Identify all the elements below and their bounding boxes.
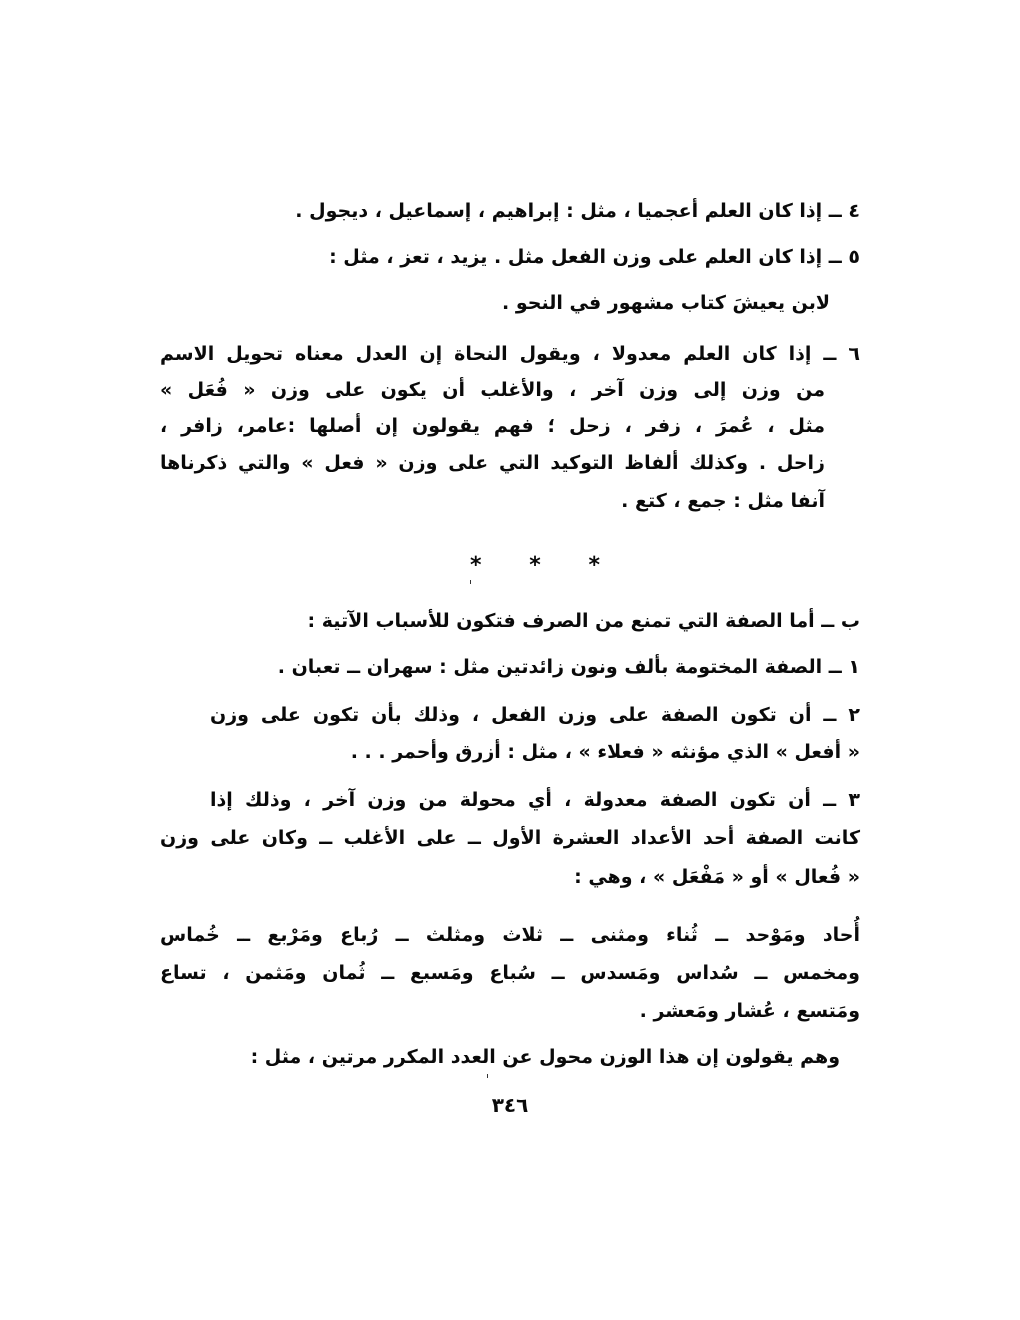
footnote-line: لابن يعيشَ كتاب مشهور في النحو . [502,292,830,314]
text-line-numbers: ومَتسع ، عُشار ومَعشر . [639,1000,860,1022]
text-line-rule-5: ٥ ــ إذا كان العلم على وزن الفعل مثل . يزيد ، تعز ، مثل : [329,246,860,268]
text-line-rule-1: ١ ــ الصفة المختومة بألف ونون زائدتين مثل : سهران ــ تعبان . [277,656,860,678]
text-line: مثل ، عُمرَ ، زفر ، زحل ؛ فهم يقولون إن أصلها :عامر، زافر ، [160,415,825,437]
star-glyph: * [470,553,482,578]
text-line: « فُعال » أو « مَفْعَل » ، وهي : [574,866,860,888]
text-line-closing: وهم يقولون إن هذا الوزن محول عن العدد المكرر مرتين ، مثل : [250,1046,840,1068]
section-separator [470,553,600,578]
scan-speck [487,1074,488,1078]
text-line-numbers: ومخمس ــ سُداس ومَسدس ــ سُباع ومَسبع ــ ثُمان ومَثمن ، تساع [160,962,860,984]
page-number: ٣٤٦ [491,1093,529,1117]
text-line-rule-4: ٤ ــ إذا كان العلم أعجميا ، مثل : إبراهيم ، إسماعيل ، ديجول . [295,200,860,222]
star-glyph: * [588,553,600,578]
text-line: زاحل . وكذلك ألفاظ التوكيد التي على وزن « فعل » والتي ذكرناها [160,452,825,474]
text-line: « أفعل » الذي مؤنثه « فعلاء » ، مثل : أزرق وأحمر . . . [350,741,860,763]
star-glyph: * [529,553,541,578]
text-line-rule-6: ٦ ــ إذا كان العلم معدولا ، ويقول النحاة إن العدل معناه تحويل الاسم [160,343,860,365]
scan-speck [470,580,471,584]
text-line: كانت الصفة أحد الأعداد العشرة الأول ــ على الأغلب ــ وكان على وزن [160,827,860,849]
text-line: من وزن إلى وزن آخر ، والأغلب أن يكون على وزن « فُعَل » [160,379,825,401]
text-line-numbers: أُحاد ومَوْحد ــ ثُناء ومثنى ــ ثلاث ومثلث ــ رُباع ومَرْبع ــ خُماس [160,924,860,946]
text-line-rule-3: ٣ ــ أن تكون الصفة معدولة ، أي محولة من وزن آخر ، وذلك إذا [210,789,860,811]
text-line: آنفا مثل : جمع ، كتع . [621,490,825,512]
text-line-section-b: ب ــ أما الصفة التي تمنع من الصرف فتكون للأسباب الآتية : [307,610,860,632]
text-line-rule-2: ٢ ــ أن تكون الصفة على وزن الفعل ، وذلك بأن تكون على وزن [210,704,860,726]
